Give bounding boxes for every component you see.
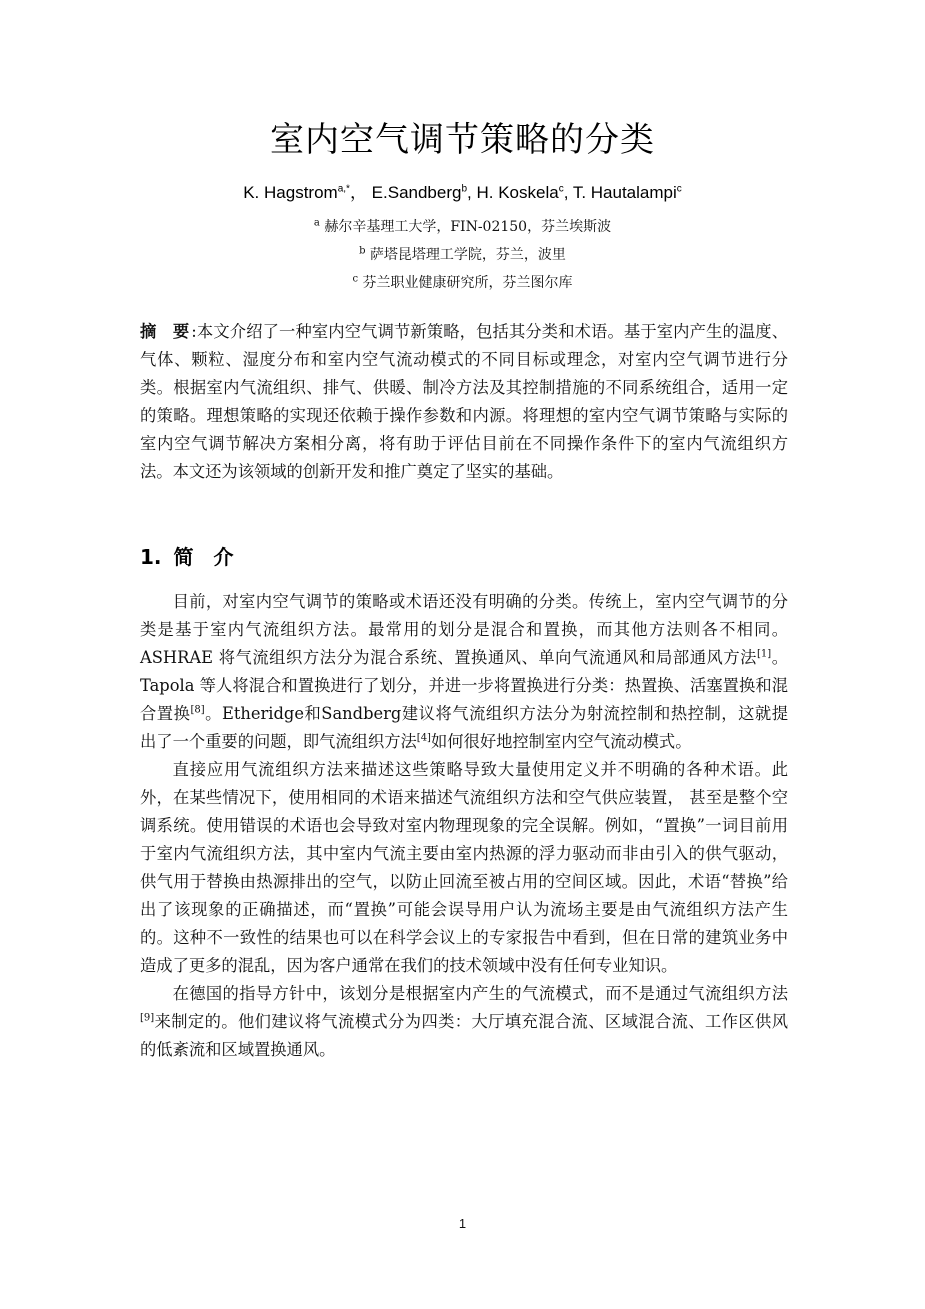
- section-number: 1.: [140, 545, 162, 569]
- paragraph-text: 如何很好地控制室内空气流动模式。: [430, 732, 692, 751]
- paper-title: 室内空气调节策略的分类: [270, 120, 655, 160]
- affiliation-mark: c: [352, 273, 359, 285]
- author-list: [0, 178, 925, 203]
- affiliation: [0, 244, 925, 264]
- paragraph-text: 来制定的。他们建议将气流模式分为四类：大厅填充混合流、区域混合流、工作区供风的低紊流和区域置换通风。: [140, 1012, 788, 1059]
- author-name: K. Hagstrom: [243, 183, 338, 202]
- citation: [9]: [140, 1012, 155, 1024]
- affiliation-text: 赫尔辛基理工大学，FIN-02150，芬兰埃斯波: [324, 219, 612, 235]
- abstract-colon: :: [191, 322, 197, 341]
- citation: [4]: [416, 732, 431, 744]
- abstract-text: 本文介绍了一种室内空气调节新策略，包括其分类和术语。基于室内产生的温度、气体、颗粒、湿度分布和室内空气流动模式的不同目标或理念，对室内空气调节进行分类。根据室内气流组织、排气、供暖、制冷方法及其控制措施的不同系统组合，适用一定的策略。理想策略的实现还依赖于操作参数和内源。将理想的室内空气调节策略与实际的室内空气调节解决方案相分离，将有助于评估目前在不同操作条件下的室内气流组织方法。本文还为该领域的创新开发和推广奠定了坚实的基础。: [140, 322, 788, 481]
- paragraph: [140, 980, 788, 1064]
- author-affiliation-mark: b: [461, 183, 468, 195]
- abstract-label: 摘 要: [140, 322, 190, 341]
- author-affiliation-mark: c: [676, 183, 682, 195]
- affiliation-mark: a: [313, 217, 320, 229]
- author-separator: ，: [349, 183, 367, 202]
- section-body: [140, 588, 788, 1064]
- citation: [8]: [190, 704, 205, 716]
- author-affiliation-mark: a,*: [337, 183, 350, 195]
- abstract: [140, 318, 788, 486]
- affiliation-mark: b: [359, 245, 366, 257]
- paragraph: 直接应用气流组织方法来描述这些策略导致大量使用定义并不明确的各种术语。此外，在某些情况下，使用相同的术语来描述气流组织方法和空气供应装置， 甚至是整个空调系统。使用错误的术语也会导致对室内物理现象的完全误解。例如，“置换”一词目前用于室内气流组织方法，其中室内气流主要由室内热源的浮力驱动而非由引入的供气驱动，供气用于替换由热源排出的空气，以防止回流至被占用的空间区域。因此，术语“替换”给出了该现象的正确描述，而“置换”可能会误导用户认为流场主要是由气流组织方法产生的。这种不一致性的结果也可以在科学会议上的专家报告中看到，但在日常的建筑业务中造成了更多的混乱，因为客户通常在我们的技术领域中没有任何专业知识。: [140, 760, 788, 975]
- author-name: E.Sandberg: [371, 183, 462, 202]
- paragraph-text: 在德国的指导方针中，该划分是根据室内产生的气流模式，而不是通过气流组织方法: [172, 984, 788, 1003]
- page-number: 1: [458, 1216, 467, 1231]
- citation: [1]: [756, 648, 772, 660]
- author-name: T. Hautalampi: [572, 183, 677, 202]
- affiliation: [0, 216, 925, 236]
- affiliation-text: 芬兰职业健康研究所，芬兰图尔库: [362, 275, 573, 291]
- affiliation: [0, 272, 925, 292]
- affiliation-text: 萨塔昆塔理工学院，芬兰，波里: [369, 247, 566, 263]
- author-affiliation-mark: c: [558, 183, 564, 195]
- author-separator: ,: [563, 183, 573, 202]
- section-title: 简 介: [173, 545, 234, 569]
- paragraph-text: 。Tapola 等人将混合和置换进行了划分，并进一步将置换进行分类：热置换、活塞置换和混合置换: [140, 648, 788, 723]
- paragraph: [140, 588, 788, 756]
- section-heading: [140, 541, 234, 570]
- paragraph-text: 。Etheridge和Sandberg建议将气流组织方法分为射流控制和热控制，这就提出了一个重要的问题，即气流组织方法: [140, 704, 788, 751]
- paragraph-text: 目前，对室内空气调节的策略或术语还没有明确的分类。传统上，室内空气调节的分类是基于室内气流组织方法。最常用的划分是混合和置换，而其他方法则各不相同。ASHRAE 将气流组织方法分为混合系统、置换通风、单向气流通风和局部通风方法: [140, 592, 788, 667]
- author-separator: ,: [467, 183, 477, 202]
- author-name: H. Koskela: [476, 183, 559, 202]
